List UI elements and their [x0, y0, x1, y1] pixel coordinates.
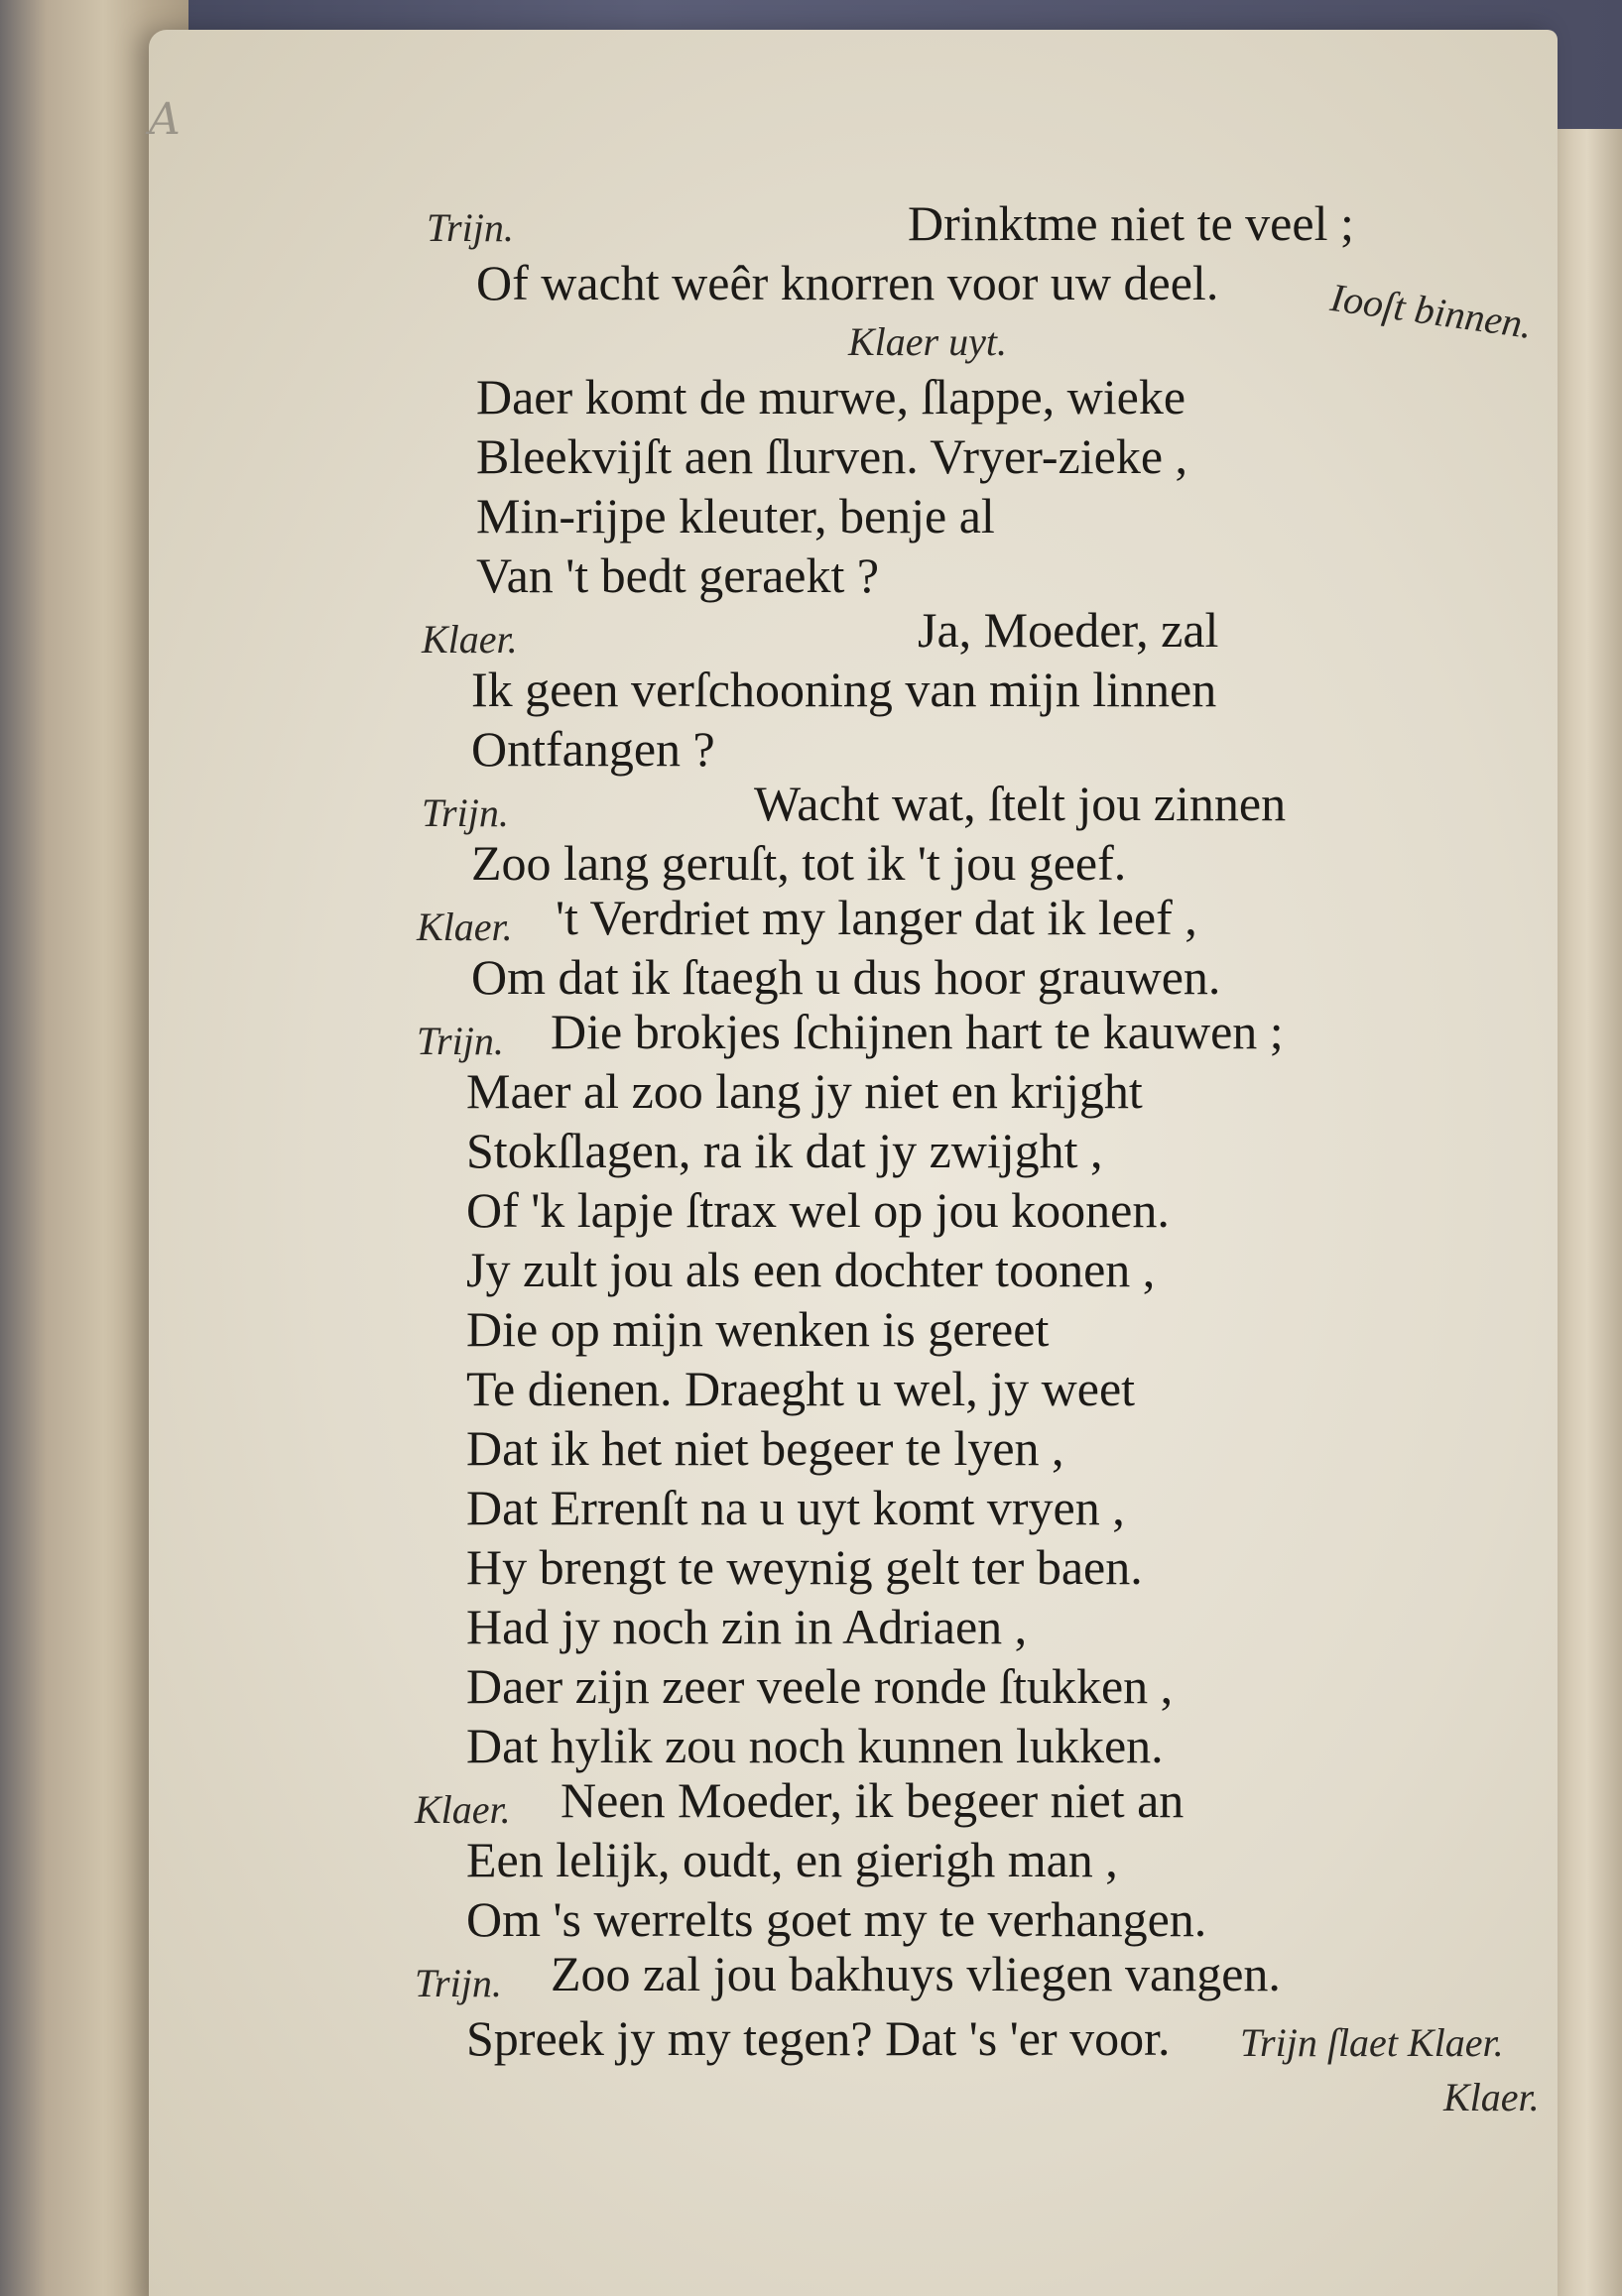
verse-line: 't Verdriet my langer dat ik leef , [556, 890, 1197, 945]
verse-line: Dat Errenſt na u uyt komt vryen , [466, 1480, 1125, 1535]
speaker-label: Trijn. [422, 790, 509, 835]
verse-line: Bleekvijſt aen ſlurven. Vryer-zieke , [476, 428, 1188, 484]
page-mark: A [149, 94, 181, 145]
verse-line: Min-rijpe kleuter, benje al [476, 488, 995, 544]
verse-line: Daer zijn zeer veele ronde ſtukken , [466, 1658, 1174, 1714]
verse-line: Spreek jy my tegen? Dat 's 'er voor. [466, 2010, 1171, 2066]
verse-line: Maer al zoo lang jy niet en krijght [466, 1063, 1143, 1119]
verse-line: Of wacht weêr knorren voor uw deel. [476, 255, 1219, 310]
verse-line: Wacht wat, ſtelt jou zinnen [754, 776, 1287, 831]
verse-line: Ik geen verſchooning van mijn linnen [471, 662, 1217, 717]
speaker-label: Klaer. [417, 905, 513, 949]
verse-line: Te dienen. Draeght u wel, jy weet [466, 1361, 1136, 1416]
verse-line: Om 's werrelts goet my te verhangen. [466, 1891, 1207, 1947]
page-stack-right [1553, 129, 1622, 2296]
verse-line: Zoo lang geruſt, tot ik 't jou geef. [471, 835, 1127, 891]
verse-line: Daer komt de murwe, ſlappe, wieke [476, 369, 1186, 424]
verse-line: Zoo zal jou bakhuys vliegen vangen. [551, 1946, 1281, 2001]
verse-line: Of 'k lapje ſtrax wel op jou koonen. [466, 1182, 1170, 1238]
speaker-label: Trijn. [415, 1961, 502, 2005]
verse-line: Die op mijn wenken is gereet [466, 1301, 1050, 1357]
catchword: Klaer. [1443, 2075, 1540, 2119]
stage-direction-klaer-uyt: Klaer uyt. [848, 319, 1007, 364]
verse-line: Die brokjes ſchijnen hart te kauwen ; [551, 1004, 1284, 1059]
verse-line: Om dat ik ſtaegh u dus hoor grauwen. [471, 949, 1221, 1005]
verse-line: Hy brengt te weynig gelt ter baen. [466, 1539, 1143, 1595]
verse-line: Van 't bedt geraekt ? [476, 547, 880, 603]
verse-line: Dat ik het niet begeer te lyen , [466, 1420, 1064, 1476]
speaker-label: Trijn. [427, 205, 514, 250]
verse-line: Had jy noch zin in Adriaen , [466, 1599, 1028, 1654]
verse-line: Jy zult jou als een dochter toonen , [466, 1242, 1156, 1297]
speaker-label: Klaer. [422, 617, 518, 662]
speaker-label: Trijn. [417, 1019, 504, 1063]
verse-line: Ontfangen ? [471, 721, 715, 777]
verse-line: Stokſlagen, ra ik dat jy zwijght , [466, 1123, 1103, 1178]
stage-direction-iooſt-binnen: Iooſt binnen. [1327, 274, 1536, 347]
verse-line: Een lelijk, oudt, en gierigh man , [466, 1832, 1118, 1887]
stage-direction-trijn-slaet: Trijn ſlaet Klaer. [1240, 2020, 1504, 2065]
verse-line: Dat hylik zou noch kunnen lukken. [466, 1718, 1164, 1773]
speaker-label: Klaer. [415, 1787, 511, 1832]
verse-line: Neen Moeder, ik begeer niet an [561, 1772, 1185, 1828]
verse-line: Ja, Moeder, zal [918, 602, 1219, 658]
verse-line: Drinktme niet te veel ; [908, 195, 1354, 251]
